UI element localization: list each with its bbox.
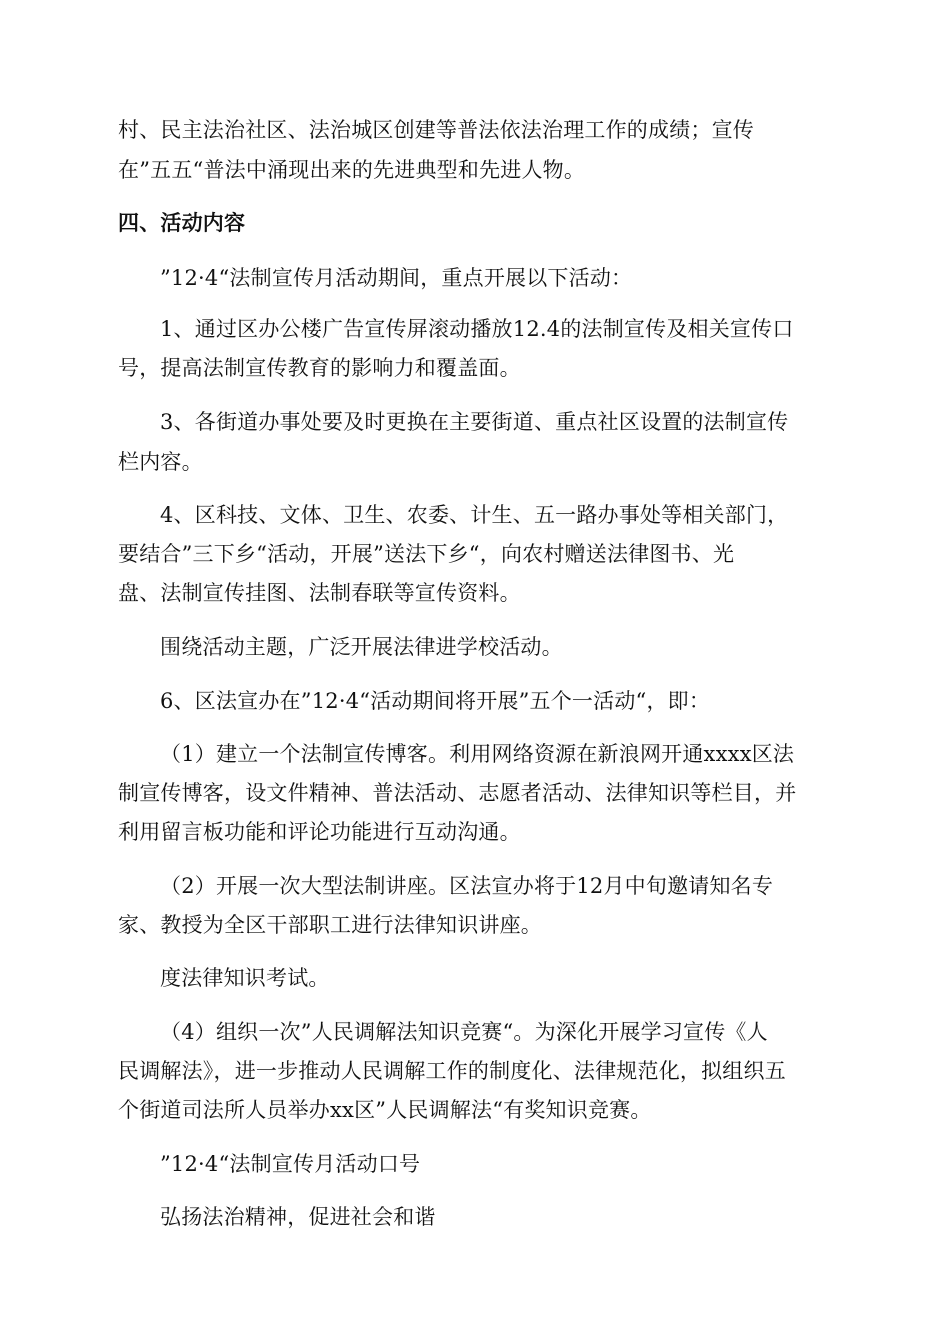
text-line: ”12·4“法制宣传月活动口号 (160, 1152, 421, 1176)
text-line: （1）建立一个法制宣传博客。利用网络资源在新浪网开通xxxx区法 (160, 742, 795, 766)
text-line: 6、区法宣办在”12·4“活动期间将开展”五个一活动“，即： (160, 689, 711, 713)
text-line: 1、通过区办公楼广告宣传屏滚动播放12.4的法制宣传及相关宣传口 (160, 317, 794, 341)
text-line: 利用留言板功能和评论功能进行互动沟通。 (118, 820, 521, 844)
text-line: 栏内容。 (118, 450, 203, 474)
text-line: 村、民主法治社区、法治城区创建等普法依法治理工作的成绩；宣传 (118, 118, 754, 142)
text-line: （4）组织一次”人民调解法知识竞赛“。为深化开展学习宣传《人 (160, 1020, 768, 1044)
text-line: 个街道司法所人员举办xx区”人民调解法“有奖知识竞赛。 (118, 1098, 652, 1122)
text-line: 盘、法制宣传挂图、法制春联等宣传资料。 (118, 581, 521, 605)
text-line: 度法律知识考试。 (160, 966, 330, 990)
text-line: （2）开展一次大型法制讲座。区法宣办将于12月中旬邀请知名专 (160, 874, 774, 898)
section-heading: 四、活动内容 (118, 211, 246, 235)
text-line: 要结合”三下乡“活动，开展”送法下乡“，向农村赠送法律图书、光 (118, 542, 735, 566)
text-line: 4、区科技、文体、卫生、农委、计生、五一路办事处等相关部门， (160, 503, 789, 527)
text-line: ”12·4“法制宣传月活动期间，重点开展以下活动： (160, 266, 633, 290)
text-line: 围绕活动主题，广泛开展法律进学校活动。 (160, 635, 563, 659)
text-line: 民调解法》，进一步推动人民调解工作的制度化、法律规范化，拟组织五 (118, 1059, 786, 1083)
text-line: 在”五五“普法中涌现出来的先进典型和先进人物。 (118, 158, 586, 182)
text-line: 3、各街道办事处要及时更换在主要街道、重点社区设置的法制宣传 (160, 410, 789, 434)
text-line: 家、教授为全区干部职工进行法律知识讲座。 (118, 913, 542, 937)
text-line: 制宣传博客，设文件精神、普法活动、志愿者活动、法律知识等栏目，并 (118, 781, 797, 805)
text-line: 号，提高法制宣传教育的影响力和覆盖面。 (118, 356, 521, 380)
text-line: 弘扬法治精神，促进社会和谐 (160, 1205, 436, 1229)
